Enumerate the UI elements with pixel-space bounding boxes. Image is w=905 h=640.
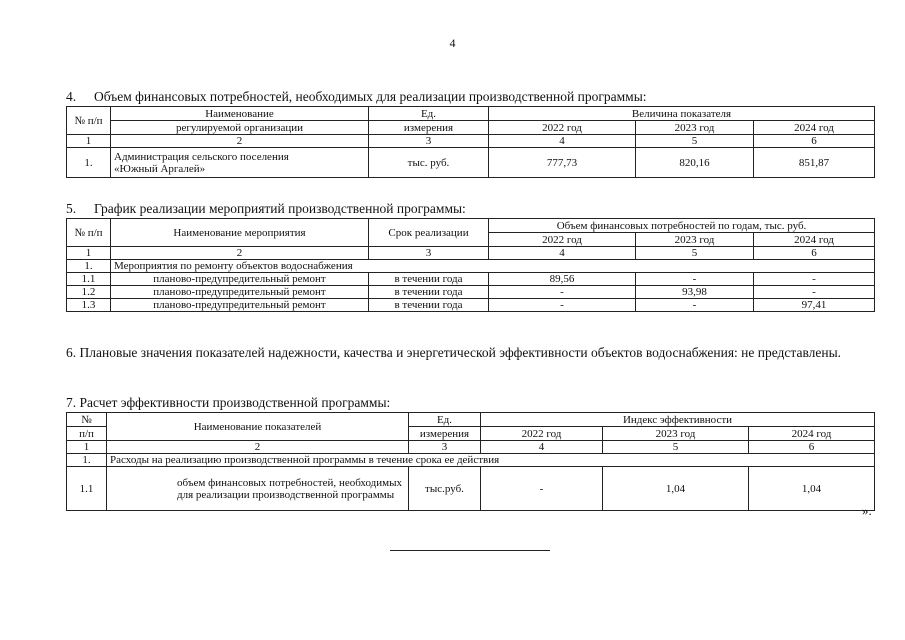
header-year: 2024 год bbox=[749, 427, 875, 441]
row-value-2022: 89,56 bbox=[489, 273, 636, 286]
table-row bbox=[67, 273, 875, 286]
section-5-heading bbox=[66, 201, 466, 217]
index-cell: 4 bbox=[481, 441, 603, 454]
org-name-line1: Администрация сельского поселения bbox=[114, 150, 289, 163]
header-value: Объем финансовых потребностей по годам, тыс. руб. bbox=[489, 219, 875, 233]
org-name-line2: «Южный Аргалей» bbox=[114, 162, 206, 175]
row-name: планово-предупредительный ремонт bbox=[111, 299, 369, 312]
row-num: 1. bbox=[67, 148, 111, 178]
index-cell: 2 bbox=[111, 135, 369, 148]
row-num: 1.1 bbox=[67, 273, 111, 286]
index-cell: 1 bbox=[67, 247, 111, 260]
row-value-2023: - bbox=[636, 299, 754, 312]
section-7-heading: 7. Расчет эффективности производственной программы: bbox=[66, 395, 391, 410]
header-num: № п/п bbox=[67, 219, 111, 247]
table-row bbox=[67, 286, 875, 299]
index-cell: 4 bbox=[489, 247, 636, 260]
header-value: Величина показателя bbox=[489, 107, 875, 121]
row-term: в течении года bbox=[369, 273, 489, 286]
row-value-2023: - bbox=[636, 273, 754, 286]
index-cell: 2 bbox=[111, 247, 369, 260]
header-year: 2024 год bbox=[754, 233, 875, 247]
group-row bbox=[67, 454, 875, 467]
index-cell: 3 bbox=[369, 135, 489, 148]
table-row bbox=[67, 467, 875, 511]
closing-quote: ». bbox=[862, 503, 872, 518]
section-5-number: 5. bbox=[66, 201, 77, 216]
row-value-2022: - bbox=[489, 299, 636, 312]
row-num: 1.3 bbox=[67, 299, 111, 312]
row-term: в течении года bbox=[369, 299, 489, 312]
row-value-2023: 1,04 bbox=[603, 467, 749, 511]
row-org-name bbox=[111, 148, 369, 178]
header-org-line1: Наименование bbox=[111, 107, 369, 121]
header-year: 2024 год bbox=[754, 121, 875, 135]
row-value-2024: 97,41 bbox=[754, 299, 875, 312]
footer-divider bbox=[390, 550, 550, 551]
index-cell: 3 bbox=[409, 441, 481, 454]
group-num: 1. bbox=[67, 454, 107, 467]
row-value-2024: - bbox=[754, 286, 875, 299]
header-value: Индекс эффективности bbox=[481, 413, 875, 427]
row-term: в течении года bbox=[369, 286, 489, 299]
index-cell: 3 bbox=[369, 247, 489, 260]
section-5-title: График реализации мероприятий производственной программы: bbox=[94, 201, 466, 216]
group-name: Расходы на реализацию производственной программы в течение срока ее действия bbox=[107, 454, 875, 467]
row-value-2024: 851,87 bbox=[754, 148, 875, 178]
table-financial-needs bbox=[66, 106, 875, 178]
row-value-2022: 777,73 bbox=[489, 148, 636, 178]
header-year: 2023 год bbox=[636, 121, 754, 135]
header-unit-line1: Ед. bbox=[369, 107, 489, 121]
header-year: 2022 год bbox=[489, 233, 636, 247]
row-num: 1.1 bbox=[67, 467, 107, 511]
row-value-2024: 1,04 bbox=[749, 467, 875, 511]
header-name: Наименование мероприятия bbox=[111, 219, 369, 247]
section-6-paragraph: 6. Плановые значения показателей надежности, качества и энергетической эффективности объектов водоснабжения: не представлены. bbox=[66, 345, 842, 360]
row-name: планово-предупредительный ремонт bbox=[111, 286, 369, 299]
header-year: 2023 год bbox=[636, 233, 754, 247]
row-value-2024: - bbox=[754, 273, 875, 286]
index-cell: 6 bbox=[754, 247, 875, 260]
row-value-2022: - bbox=[481, 467, 603, 511]
table-efficiency bbox=[66, 412, 875, 511]
header-year: 2022 год bbox=[481, 427, 603, 441]
header-term: Срок реализации bbox=[369, 219, 489, 247]
section-4-number: 4. bbox=[66, 89, 77, 104]
header-unit-line1: Ед. bbox=[409, 413, 481, 427]
group-name: Мероприятия по ремонту объектов водоснабжения bbox=[111, 260, 875, 273]
header-num-line2: п/п bbox=[67, 427, 107, 441]
row-value-2023: 93,98 bbox=[636, 286, 754, 299]
index-cell: 1 bbox=[67, 135, 111, 148]
row-num: 1.2 bbox=[67, 286, 111, 299]
header-year: 2022 год bbox=[489, 121, 636, 135]
header-num-line1: № bbox=[67, 413, 107, 427]
table-row bbox=[67, 299, 875, 312]
section-4-heading bbox=[66, 89, 647, 105]
group-row bbox=[67, 260, 875, 273]
index-cell: 6 bbox=[749, 441, 875, 454]
index-cell: 5 bbox=[636, 247, 754, 260]
index-cell: 5 bbox=[636, 135, 754, 148]
table-schedule bbox=[66, 218, 875, 312]
section-4-title: Объем финансовых потребностей, необходимых для реализации производственной программы: bbox=[94, 89, 647, 104]
page-number: 4 bbox=[449, 36, 456, 50]
row-value-2022: - bbox=[489, 286, 636, 299]
group-num: 1. bbox=[67, 260, 111, 273]
index-cell: 6 bbox=[754, 135, 875, 148]
index-cell: 1 bbox=[67, 441, 107, 454]
row-name: объем финансовых потребностей, необходимых для реализации производственной программы bbox=[107, 467, 409, 511]
row-unit: тыс.руб. bbox=[409, 467, 481, 511]
header-name: Наименование показателей bbox=[107, 413, 409, 441]
header-org-line2: регулируемой организации bbox=[111, 121, 369, 135]
index-cell: 2 bbox=[107, 441, 409, 454]
header-unit-line2: измерения bbox=[369, 121, 489, 135]
row-unit: тыс. руб. bbox=[369, 148, 489, 178]
row-value-2023: 820,16 bbox=[636, 148, 754, 178]
table-row bbox=[67, 148, 875, 178]
header-unit-line2: измерения bbox=[409, 427, 481, 441]
header-year: 2023 год bbox=[603, 427, 749, 441]
index-cell: 4 bbox=[489, 135, 636, 148]
row-name: планово-предупредительный ремонт bbox=[111, 273, 369, 286]
header-num: № п/п bbox=[67, 107, 111, 135]
index-cell: 5 bbox=[603, 441, 749, 454]
